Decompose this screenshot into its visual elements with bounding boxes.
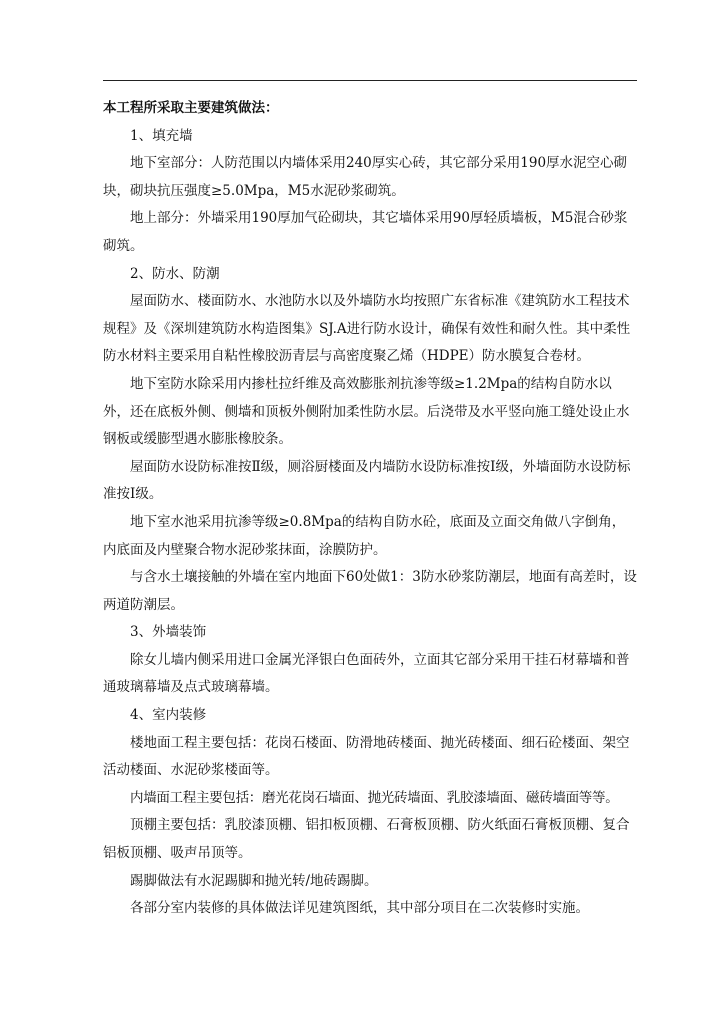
section-heading-infill-wall: 1、填充墙	[130, 127, 193, 144]
header-rule	[103, 80, 637, 81]
paragraph-above-ground-walls: 地上部分：外墙采用190厚加气砼砌块，其它墙体采用90厚轻质墙板，M5混合砂浆砌筑。	[103, 210, 628, 254]
section-heading-interior-finish: 4、室内装修	[130, 707, 207, 724]
paragraph-waterproofing-standards: 屋面防水、楼面防水、水池防水以及外墙防水均按照广东省标准《建筑防水工程技术规程》及《深圳建筑防水构造图集》SJ.A进行防水设计，确保有效性和耐久性。其中柔性防水材料主要采用自粘性橡胶沥青层与高密度聚乙烯（HDPE）防水膜复合卷材。	[103, 293, 631, 365]
paragraph-interior-details: 各部分室内装修的具体做法详见建筑图纸，其中部分项目在二次装修时实施。	[130, 900, 589, 917]
document-body	[103, 95, 637, 923]
section-heading-waterproofing: 2、防水、防潮	[130, 265, 220, 282]
section-heading-exterior-finish: 3、外墙装饰	[130, 624, 207, 641]
paragraph-wall-finishes: 内墙面工程主要包括：磨光花岗石墙面、抛光砖墙面、乳胶漆墙面、磁砖墙面等等。	[130, 789, 619, 806]
paragraph-basement-pool: 地下室水池采用抗渗等级≥0.8Mpa的结构自防水砼，底面及立面交角做八字倒角，内底面及内壁聚合物水泥砂浆抹面，涂膜防护。	[103, 513, 626, 558]
paragraph-floor-finishes: 楼地面工程主要包括：花岗石楼面、防滑地砖楼面、抛光砖楼面、细石砼楼面、架空活动楼面、水泥砂浆楼面等。	[103, 734, 630, 779]
paragraph-skirting: 踢脚做法有水泥踢脚和抛光转/地砖踢脚。	[130, 872, 378, 889]
paragraph-waterproofing-grades: 屋面防水设防标准按Ⅱ级，厕浴厨楼面及内墙防水设防标准按Ⅰ级，外墙面防水设防标准按Ⅰ级。	[103, 458, 631, 503]
paragraph-damp-proof-layer: 与含水土壤接触的外墙在室内地面下60处做1：3防水砂浆防潮层，地面有高差时，设两道防潮层。	[103, 569, 637, 613]
paragraph-ceiling-finishes: 顶棚主要包括：乳胶漆顶棚、铝扣板顶棚、石膏板顶棚、防火纸面石膏板顶棚、复合铝板顶棚、吸声吊顶等。	[103, 817, 630, 862]
paragraph-basement-walls: 地下室部分：人防范围以内墙体采用240厚实心砖，其它部分采用190厚水泥空心砌块，砌块抗压强度≥5.0Mpa，M5水泥砂浆砌筑。	[103, 155, 628, 199]
paragraph-exterior-facade: 除女儿墙内侧采用进口金属光泽银白色面砖外，立面其它部分采用干挂石材幕墙和普通玻璃幕墙及点式玻璃幕墙。	[103, 651, 630, 696]
paragraph-basement-waterproofing: 地下室防水除采用内掺杜拉纤维及高效膨胀剂抗渗等级≥1.2Mpa的结构自防水以外，还在底板外侧、侧墙和顶板外侧附加柔性防水层。后浇带及水平竖向施工缝处设止水钢板或缓膨型遇水膨胀橡胶条。	[103, 375, 630, 448]
document-title: 本工程所采取主要建筑做法：	[103, 100, 279, 116]
